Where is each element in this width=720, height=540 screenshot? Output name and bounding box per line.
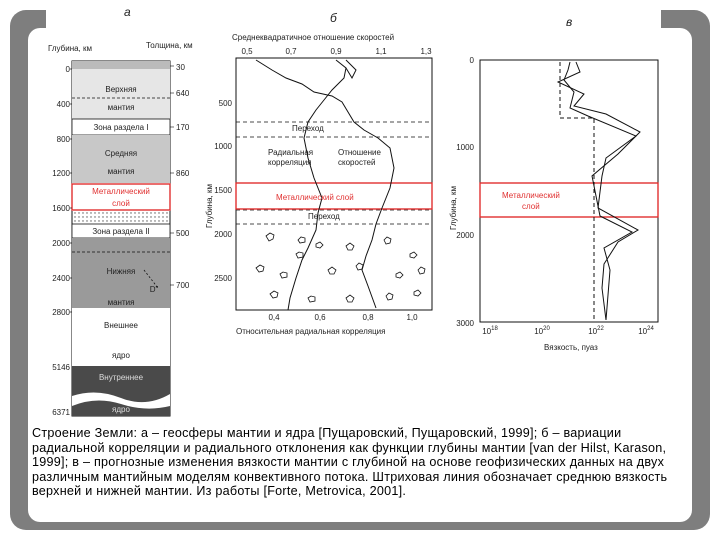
depth-tick-2400: 2400	[52, 274, 70, 283]
c-y-tick-1000: 1000	[456, 143, 474, 152]
b-label-ratio-2: скоростей	[338, 158, 376, 167]
thickness-860: 860	[176, 169, 190, 178]
b-top-tick-2: 0,9	[330, 47, 342, 56]
b-label-transition: Переход	[292, 124, 324, 133]
thickness-header: Толщина, км	[146, 41, 193, 50]
c-x-tick-22: $10^{22}$	[588, 326, 604, 336]
b-label-ratio-1: Отношение	[338, 148, 381, 157]
layer-label-outer-2: ядро	[112, 351, 130, 360]
b-y-tick-2500: 2500	[214, 274, 232, 283]
thickness-500: 500	[176, 229, 190, 238]
depth-tick-2800: 2800	[52, 308, 70, 317]
depth-tick-5146: 5146	[52, 363, 70, 372]
b-bottom-tick-0: 0,4	[268, 313, 280, 322]
layer-label-middle: Средняя	[104, 149, 138, 158]
c-x-tick-20: $10^{20}$	[534, 326, 550, 336]
c-metal-label-1: Металлический	[502, 191, 560, 200]
c-y-axis-title: Глубина, км	[449, 185, 458, 230]
earth-structure-figure	[46, 8, 661, 418]
panel-c	[449, 15, 658, 352]
depth-header: Глубина, км	[48, 44, 93, 53]
c-metal-label-2: слой	[522, 202, 540, 211]
b-y-tick-1500: 1500	[214, 186, 232, 195]
thickness-700: 700	[176, 281, 190, 290]
b-y-tick-2000: 2000	[214, 230, 232, 239]
c-x-axis-title: Вязкость, пуаз	[544, 343, 598, 352]
layer-label-zone1: Зона раздела I	[93, 123, 149, 132]
panel-c-letter: в	[566, 15, 573, 29]
panel-b	[205, 11, 432, 336]
b-top-tick-0: 0,5	[241, 47, 253, 56]
layer-label-zone2: Зона раздела II	[92, 227, 150, 236]
layer-label-upper-2: мантия	[107, 103, 135, 112]
b-bottom-tick-2: 0,8	[362, 313, 374, 322]
depth-tick-2000: 2000	[52, 239, 70, 248]
b-label-transition-2: Переход	[308, 212, 340, 221]
thickness-640: 640	[176, 89, 190, 98]
depth-tick-800: 800	[56, 135, 70, 144]
layer-label-middle-2: мантия	[107, 167, 135, 176]
layer-label-inner: Внутреннее	[98, 373, 144, 382]
b-top-tick-1: 0,7	[285, 47, 297, 56]
c-y-tick-3000: 3000	[456, 319, 474, 328]
b-bottom-tick-3: 1,0	[406, 313, 418, 322]
b-top-axis-title: Среднеквадратичное отношение скоростей	[232, 33, 395, 42]
thickness-170: 170	[176, 123, 190, 132]
c-y-tick-0: 0	[469, 56, 474, 65]
thickness-30: 30	[176, 63, 185, 72]
depth-tick-400: 400	[56, 100, 70, 109]
b-top-tick-3: 1,1	[375, 47, 387, 56]
layer-label-metal: Металлический	[92, 187, 150, 196]
b-bottom-tick-1: 0,6	[314, 313, 326, 322]
layer-label-outer: Внешнее	[104, 321, 138, 330]
figure-caption: Строение Земли: а – геосферы мантии и ядра [Пущаровский, Пущаровский, 1999]; б – вариации радиальной корреляции и радиального отклонения как функции глубины мантии [van der Hilst, Karason, 1999]; в – прогнозные изменения вязкости мантии с глубиной на основе геофизических данных на двух различным мантийным моделям конвективного потока. Штриховая линия обозначает среднюю вязкость верхней и нижней мантии. Из работы [Forte, Metrovica, 2001].	[32, 426, 668, 499]
b-y-tick-1000: 1000	[214, 142, 232, 151]
b-label-radial-1: Радиальная	[268, 148, 314, 157]
panel-b-letter: б	[330, 11, 337, 25]
panel-a-letter: а	[124, 8, 131, 19]
panel-a	[48, 8, 193, 417]
b-top-tick-4: 1,3	[420, 47, 432, 56]
layer-label-upper: Верхняя	[105, 85, 137, 94]
depth-tick-6371: 6371	[52, 408, 70, 417]
depth-tick-0: 0	[65, 65, 70, 74]
layer-dotted	[72, 211, 170, 224]
depth-tick-1200: 1200	[52, 169, 70, 178]
layer-label-lower-2: мантия	[107, 298, 135, 307]
layer-label-lower: Нижняя	[106, 267, 136, 276]
figure-svg	[46, 8, 661, 418]
c-x-tick-24: $10^{24}$	[638, 326, 654, 336]
b-label-radial-2: корреляция	[268, 158, 312, 167]
c-y-tick-2000: 2000	[456, 231, 474, 240]
layer-label-inner-2: ядро	[112, 405, 130, 414]
layer-crust	[72, 61, 170, 69]
depth-tick-1600: 1600	[52, 204, 70, 213]
b-bottom-axis-title: Относительная радиальная корреляция	[236, 327, 386, 336]
b-y-tick-500: 500	[218, 99, 232, 108]
b-label-metal: Металлический слой	[276, 193, 354, 202]
b-y-axis-title: Глубина, км	[205, 183, 214, 228]
c-x-tick-18: $10^{18}$	[482, 326, 498, 336]
layer-label-d: D"	[149, 285, 159, 294]
layer-label-metal-2: слой	[112, 199, 130, 208]
